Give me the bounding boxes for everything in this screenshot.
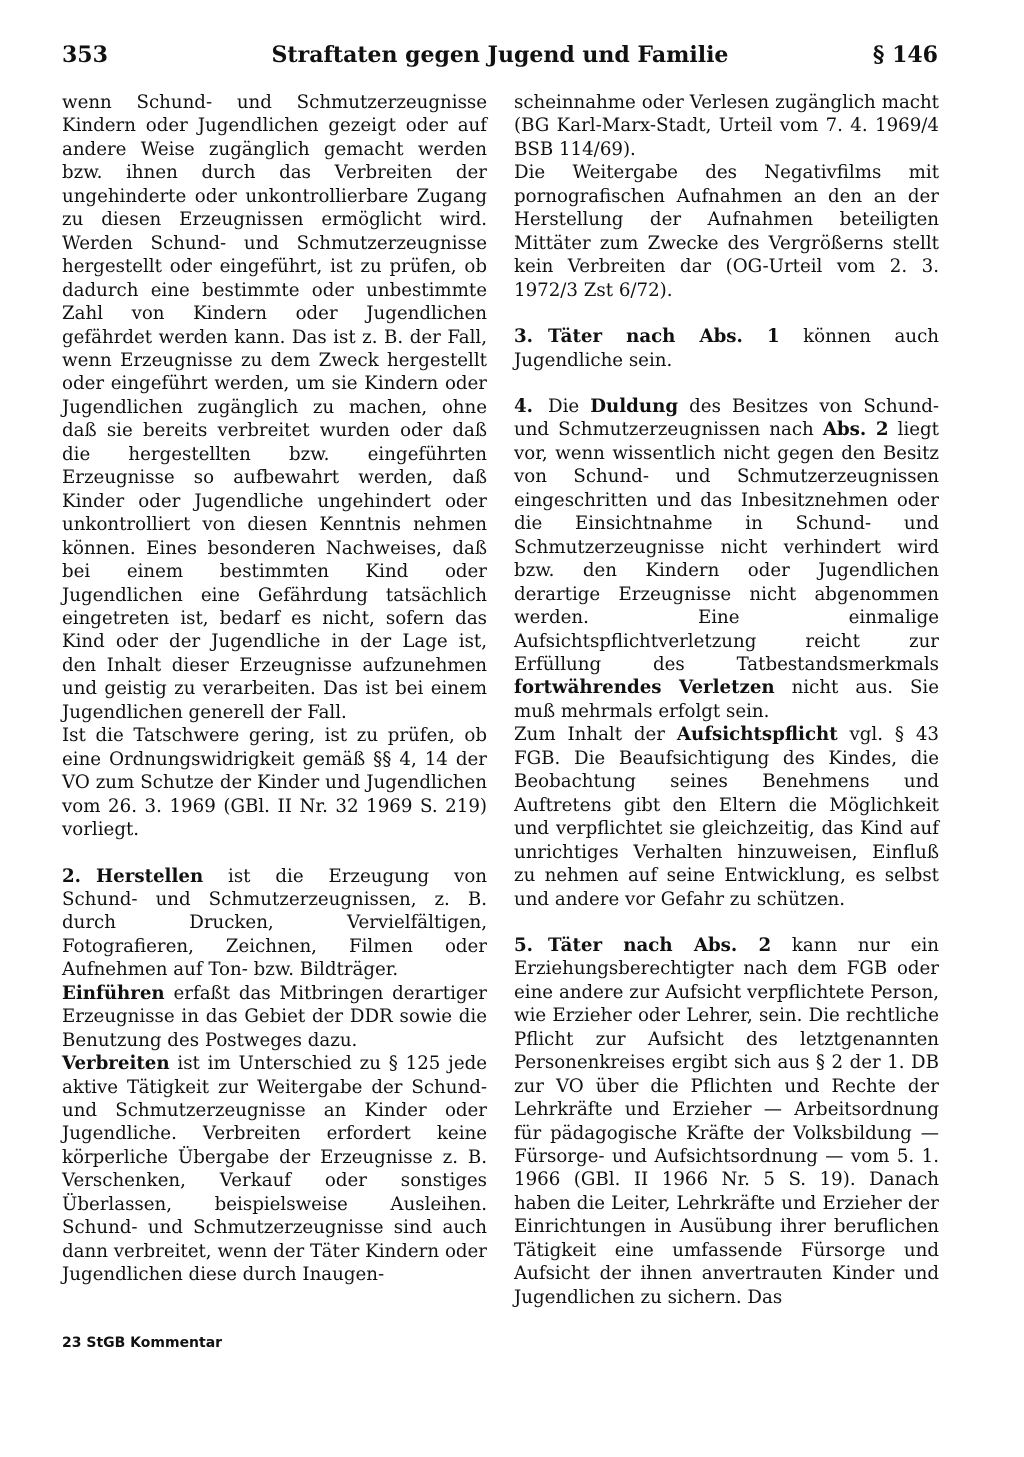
section-number: 3. xyxy=(514,326,533,348)
section-number: 4. xyxy=(514,395,533,417)
section-3-paragraph xyxy=(514,325,939,372)
paragraph-text: kann nur ein Erziehungsberechtigter nach dem FGB oder eine andere zur Aufsicht verpflichtete Person, wie Erzieher oder Lehrer, sein. Die rechtliche Pflicht zur Aufsicht des letztgenannten Personenkreises ergibt sich aus § 2 der 1. DB zur VO über die Pflichten und Rechte der Lehrkräfte und Erzieher — Arbeitsordnung für pädagogische Kräfte der Volksbildung — Fürsorge- und Aufsichtsordnung — vom 5. 1. 1966 (GBl. II 1966 Nr. 5 S. 19). Danach haben die Leiter, Lehrkräfte und Erzieher der Einrichtungen in Ausübung ihrer beruflichen Tätigkeit eine umfassende Fürsorge und Aufsicht der ihnen anvertrauten Kinder und Jugendlichen zu sichern. Das xyxy=(514,934,939,1308)
term: Einführen xyxy=(62,982,165,1004)
term: Täter nach Abs. 2 xyxy=(548,934,772,956)
paragraph-text: erfaßt das Mitbringen derartiger Erzeugnisse in das Gebiet der DDR sowie die Benutzung des Postweges dazu. xyxy=(62,982,487,1051)
paragraph-text: liegt vor, wenn wissentlich nicht gegen den Besitz von Schund- und Schmutzerzeugnissen eingeschritten und das Inbesitznehmen oder die Einsichtnahme in Schund- und Schmutzerzeugnisse nicht verhindert wird bzw. den Kindern oder Jugendlichen derartige Erzeugnisse nicht abgenommen werden. Eine einmalige Aufsichtspflichtverletzung reicht zur Erfüllung des Tatbestandsmerkmals xyxy=(514,419,939,675)
right-column xyxy=(514,91,939,1309)
page-title: Straftaten gegen Jugend und Familie xyxy=(271,42,729,68)
paragraph-text: vgl. § 43 FGB. Die Beaufsichtigung des Kindes, die Beobachtung seines Benehmens und Auftretens gibt den Eltern die Möglichkeit und verpflichtet sie gleichzeitig, das Kind auf unrichtiges Verhalten hinzuweisen, Einfluß zu nehmen auf seine Entwicklung, es selbst und andere vor Gefahr zu schützen. xyxy=(514,724,939,910)
term: fortwährendes Verletzen xyxy=(514,677,775,699)
paragraph-text: des Besitzes von Schund- und Schmutzerzeugnissen nach xyxy=(514,395,939,441)
paragraph-text: ist im Unterschied zu § 125 jede aktive Tätigkeit zur Weitergabe der Schund- und Schmutzerzeugnisse an Kinder oder Jugendliche. Verbreiten erfordert keine körperliche Übergabe der Erzeugnisse z. B. Verschenken, Verkauf oder sonstiges Überlassen, beispielsweise Ausleihen. Schund- und Schmutzerzeugnisse sind auch dann verbreitet, wenn der Täter Kindern oder Jugendlichen diese durch Inaugen- xyxy=(62,1053,487,1286)
section-5-paragraph xyxy=(514,934,939,1309)
page-header xyxy=(62,42,938,76)
section-number: 2. xyxy=(62,865,81,887)
left-column xyxy=(62,91,487,1287)
page-number: 353 xyxy=(62,42,108,68)
paragraph: wenn Schund- und Schmutzerzeugnisse Kindern oder Jugendlichen gezeigt oder auf andere Weise zugänglich gemacht werden bzw. ihnen durch das Verbreiten der ungehinderte oder unkontrollierbare Zugang zu diesen Erzeugnissen ermöglicht wird. Werden Schund- und Schmutzerzeugnisse hergestellt oder eingeführt, ist zu prüfen, ob dadurch eine bestimmte oder unbestimmte Zahl von Kindern oder Jugendlichen gefährdet werden kann. Das ist z. B. der Fall, wenn Erzeugnisse zu dem Zweck hergestellt oder eingeführt werden, um sie Kindern oder Jugendlichen zugänglich zu machen, ohne daß sie bereits verbreitet wurden oder daß die hergestellten bzw. eingeführten Erzeugnisse so aufbewahrt werden, daß Kinder oder Jugendliche ungehindert oder unkontrolliert von diesen Kenntnis nehmen können. Eines besonderen Nachweises, daß bei einem bestimmten Kind oder Jugendlichen eine Gefährdung tatsächlich eingetreten ist, bedarf es nicht, sofern das Kind oder der Jugendliche in der Lage ist, den Inhalt dieser Erzeugnisse aufzunehmen und geistig zu verarbeiten. Das ist bei einem Jugendlichen generell der Fall. xyxy=(62,92,487,723)
paragraph xyxy=(514,723,939,911)
paragraph-text: Die xyxy=(548,395,591,417)
paragraph: scheinnahme oder Verlesen zugänglich macht (BG Karl-Marx-Stadt, Urteil vom 7. 4. 1969/4 BSB 114/69). xyxy=(514,92,939,160)
paragraph: Die Weitergabe des Negativfilms mit pornografischen Aufnahmen an den an der Herstellung der Aufnahmen beteiligten Mittäter zum Zwecke des Vergrößerns stellt kein Verbreiten dar (OG-Urteil vom 2. 3. 1972/3 Zst 6/72). xyxy=(514,162,939,301)
section-number: 5. xyxy=(514,934,533,956)
paragraph xyxy=(62,982,487,1052)
paragraph: Ist die Tatschwere gering, ist zu prüfen, ob eine Ordnungswidrigkeit gemäß §§ 4, 14 der VO zum Schutze der Kinder und Jugendlichen vom 26. 3. 1969 (GBl. II Nr. 32 1969 S. 219) vorliegt. xyxy=(62,725,487,841)
paragraph-text: Zum Inhalt der xyxy=(514,724,677,746)
section-2-paragraph xyxy=(62,865,487,982)
section-number: § 146 xyxy=(872,42,938,68)
term: Verbreiten xyxy=(62,1053,170,1075)
term: Herstellen xyxy=(96,865,204,887)
paragraph-text: ist die Erzeugung von Schund- und Schmutzerzeugnissen, z. B. durch Drucken, Vervielfältigen, Fotografieren, Zeichnen, Filmen oder Aufnehmen auf Ton- bzw. Bildträger. xyxy=(62,865,487,981)
page-footer: 23 StGB Kommentar xyxy=(62,1335,223,1351)
section-4-paragraph xyxy=(514,395,939,723)
term: Abs. 2 xyxy=(822,419,889,441)
term: Aufsichtspflicht xyxy=(676,724,838,746)
paragraph xyxy=(62,1052,487,1287)
paragraph-text: können auch Jugendliche sein. xyxy=(514,326,939,371)
term: Duldung xyxy=(590,395,679,417)
term: Täter nach Abs. 1 xyxy=(548,326,780,348)
paragraph-text: nicht aus. Sie muß mehrmals erfolgt sein. xyxy=(514,677,939,722)
